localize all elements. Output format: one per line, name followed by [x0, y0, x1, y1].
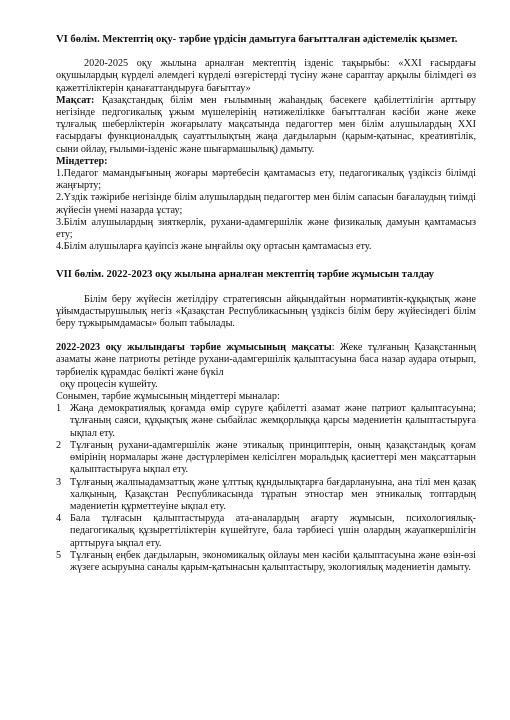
item-text: Тұлғаның жалпыадамзаттық және ұлттық құндылықтарға бағдарлануына, ана тілі мен қазақ халқының, Қазақстан Республикасында тұратын этностар мен этникалық топтардың мәдениетін құрметтеуіне ықпал ету.: [70, 476, 476, 512]
goal-continuation: оқу процесін күшейту.: [60, 378, 158, 390]
item-number: 2: [56, 439, 62, 451]
item-text: Тұлғаның еңбек дағдыларын, экономикалық ойлауы мен кәсіби қалыптасуына және өзін-өзі жүзеге асыруына саналы қарым-қатынасын қалыптастыру, экологиялық мәдениетін дамыту.: [70, 549, 476, 573]
document-page: [56, 34, 476, 574]
item-number: 1: [56, 403, 62, 415]
section-6-goal: [56, 95, 476, 156]
list-item: [56, 513, 476, 550]
item-number: 3: [56, 476, 62, 488]
task-item: 4.Білім алушыларға қауіпсіз және ыңғайлы оқу ортасын қамтамасыз ету.: [56, 241, 372, 253]
item-text: Тұлғаның рухани-адамгершілік және этикалық принциптерін, оның қазақстандық қоғам өмірінің нормалары және дәстүрлерімен келісілген моральдық қасиеттері мен мақсаттарын қалыптастыруға ықпал ету.: [70, 439, 476, 476]
section-7-intro: Білім беру жүйесін жетілдіру стратегиясын айқындайтын нормативтік-құқықтық және ұйымдастырушылық негіз «Қазақстан Республикасының үздіксіз білім беру жүйесіндегі білім беру тұжырымдамасы» болып табылады.: [56, 293, 476, 330]
item-number: 4: [56, 513, 62, 525]
section-7-heading: VII бөлім. 2022-2023 оқу жылына арналған мектептің тәрбие жұмысын талдау: [56, 269, 434, 281]
item-number: 5: [56, 549, 62, 561]
goal-text: Қазақстандық білім мен ғылымның жаһандық бәсекеге қабілеттілігін арттыру негізінде педгогикалық ұжым мүшелерінің нәтижелілікке бағытталған кәсіби және жеке тұлғалық шеберліктерін жоғарылату мақсатында педагогтер мен білім алушылардың XXI ғасырдағы функционалдық сауаттылықтың жаңа дағдыларын (қарым-қатынас, креативтілік, сыни ойлау, ғылыми-ізденіс және шығармашылық) дамыту.: [56, 94, 476, 155]
section-6-heading: VI бөлім. Мектептің оқу- тәрбие үрдісін дамытуға бағытталған әдістемелік қызмет.: [56, 34, 458, 45]
item-text: Бала тұлғасын қалыптастыруда ата-аналардың ағарту жұмысын, психологиялық-педагогикалық құзыреттіліктерін күшейтуге, бала тәрбиесі үшін олардың жауапкершілігін арттыруға ықпал ету.: [70, 513, 476, 549]
section-7-goal: [56, 342, 476, 379]
goal-label: 2022-2023 оқу жылындағы тәрбие жұмысының мақсаты: [56, 342, 332, 354]
goal-label: Мақсат:: [56, 94, 95, 106]
tasks-intro: Сонымен, тәрбие жұмысының міндеттері мыналар:: [56, 391, 280, 403]
task-item: 3.Білім алушылардың зияткерлік, рухани-адамгершілік және физикалық дамуын қамтамасыз ету;: [56, 216, 476, 241]
tasks-list: [56, 403, 476, 574]
section-6-intro: 2020-2025 оқу жылына арналған мектептің ізденіс тақырыбы: «XXI ғасырдағы оқушылардың күрделі әлемдегі күрделі өзгерістерді түсіну және сараптау арқылы білімдегі өз қажеттіліктерін қанағаттандыруға бағыттау»: [56, 58, 476, 94]
list-item: [56, 550, 476, 574]
item-text: Жаңа демократиялық қоғамда өмір сүруге қабілетті азамат және патриот қалыптасуына; тұлғаның саяси, құқықтық және сыбайлас жемқорлыққа қарсы мәдениетін қалыптастыруға ықпал ету.: [70, 403, 476, 439]
tasks-label: Міндеттер:: [56, 155, 108, 167]
task-item: 2.Үздік тәжірибе негізінде білім алушылардың педагогтер мен білім сапасын бағалаудың тиімді жүйесін үнемі назарда ұстау;: [56, 192, 476, 216]
task-item: 1.Педагог мамандығының жоғары мәртебесін қамтамасыз ету, педагогикалық үздіксіз білімді жаңғырту;: [56, 168, 476, 192]
list-item: [56, 403, 476, 440]
goal-text: : Жеке тұлғаның Қазақстанның азаматы және патриоты ретінде рухани-адамгершілік қалыптасуына баса назар аудара отырып, тәрбиелік құрамдас бөлікті және бүкіл: [56, 342, 476, 378]
list-item: [56, 440, 476, 477]
list-item: [56, 477, 476, 514]
